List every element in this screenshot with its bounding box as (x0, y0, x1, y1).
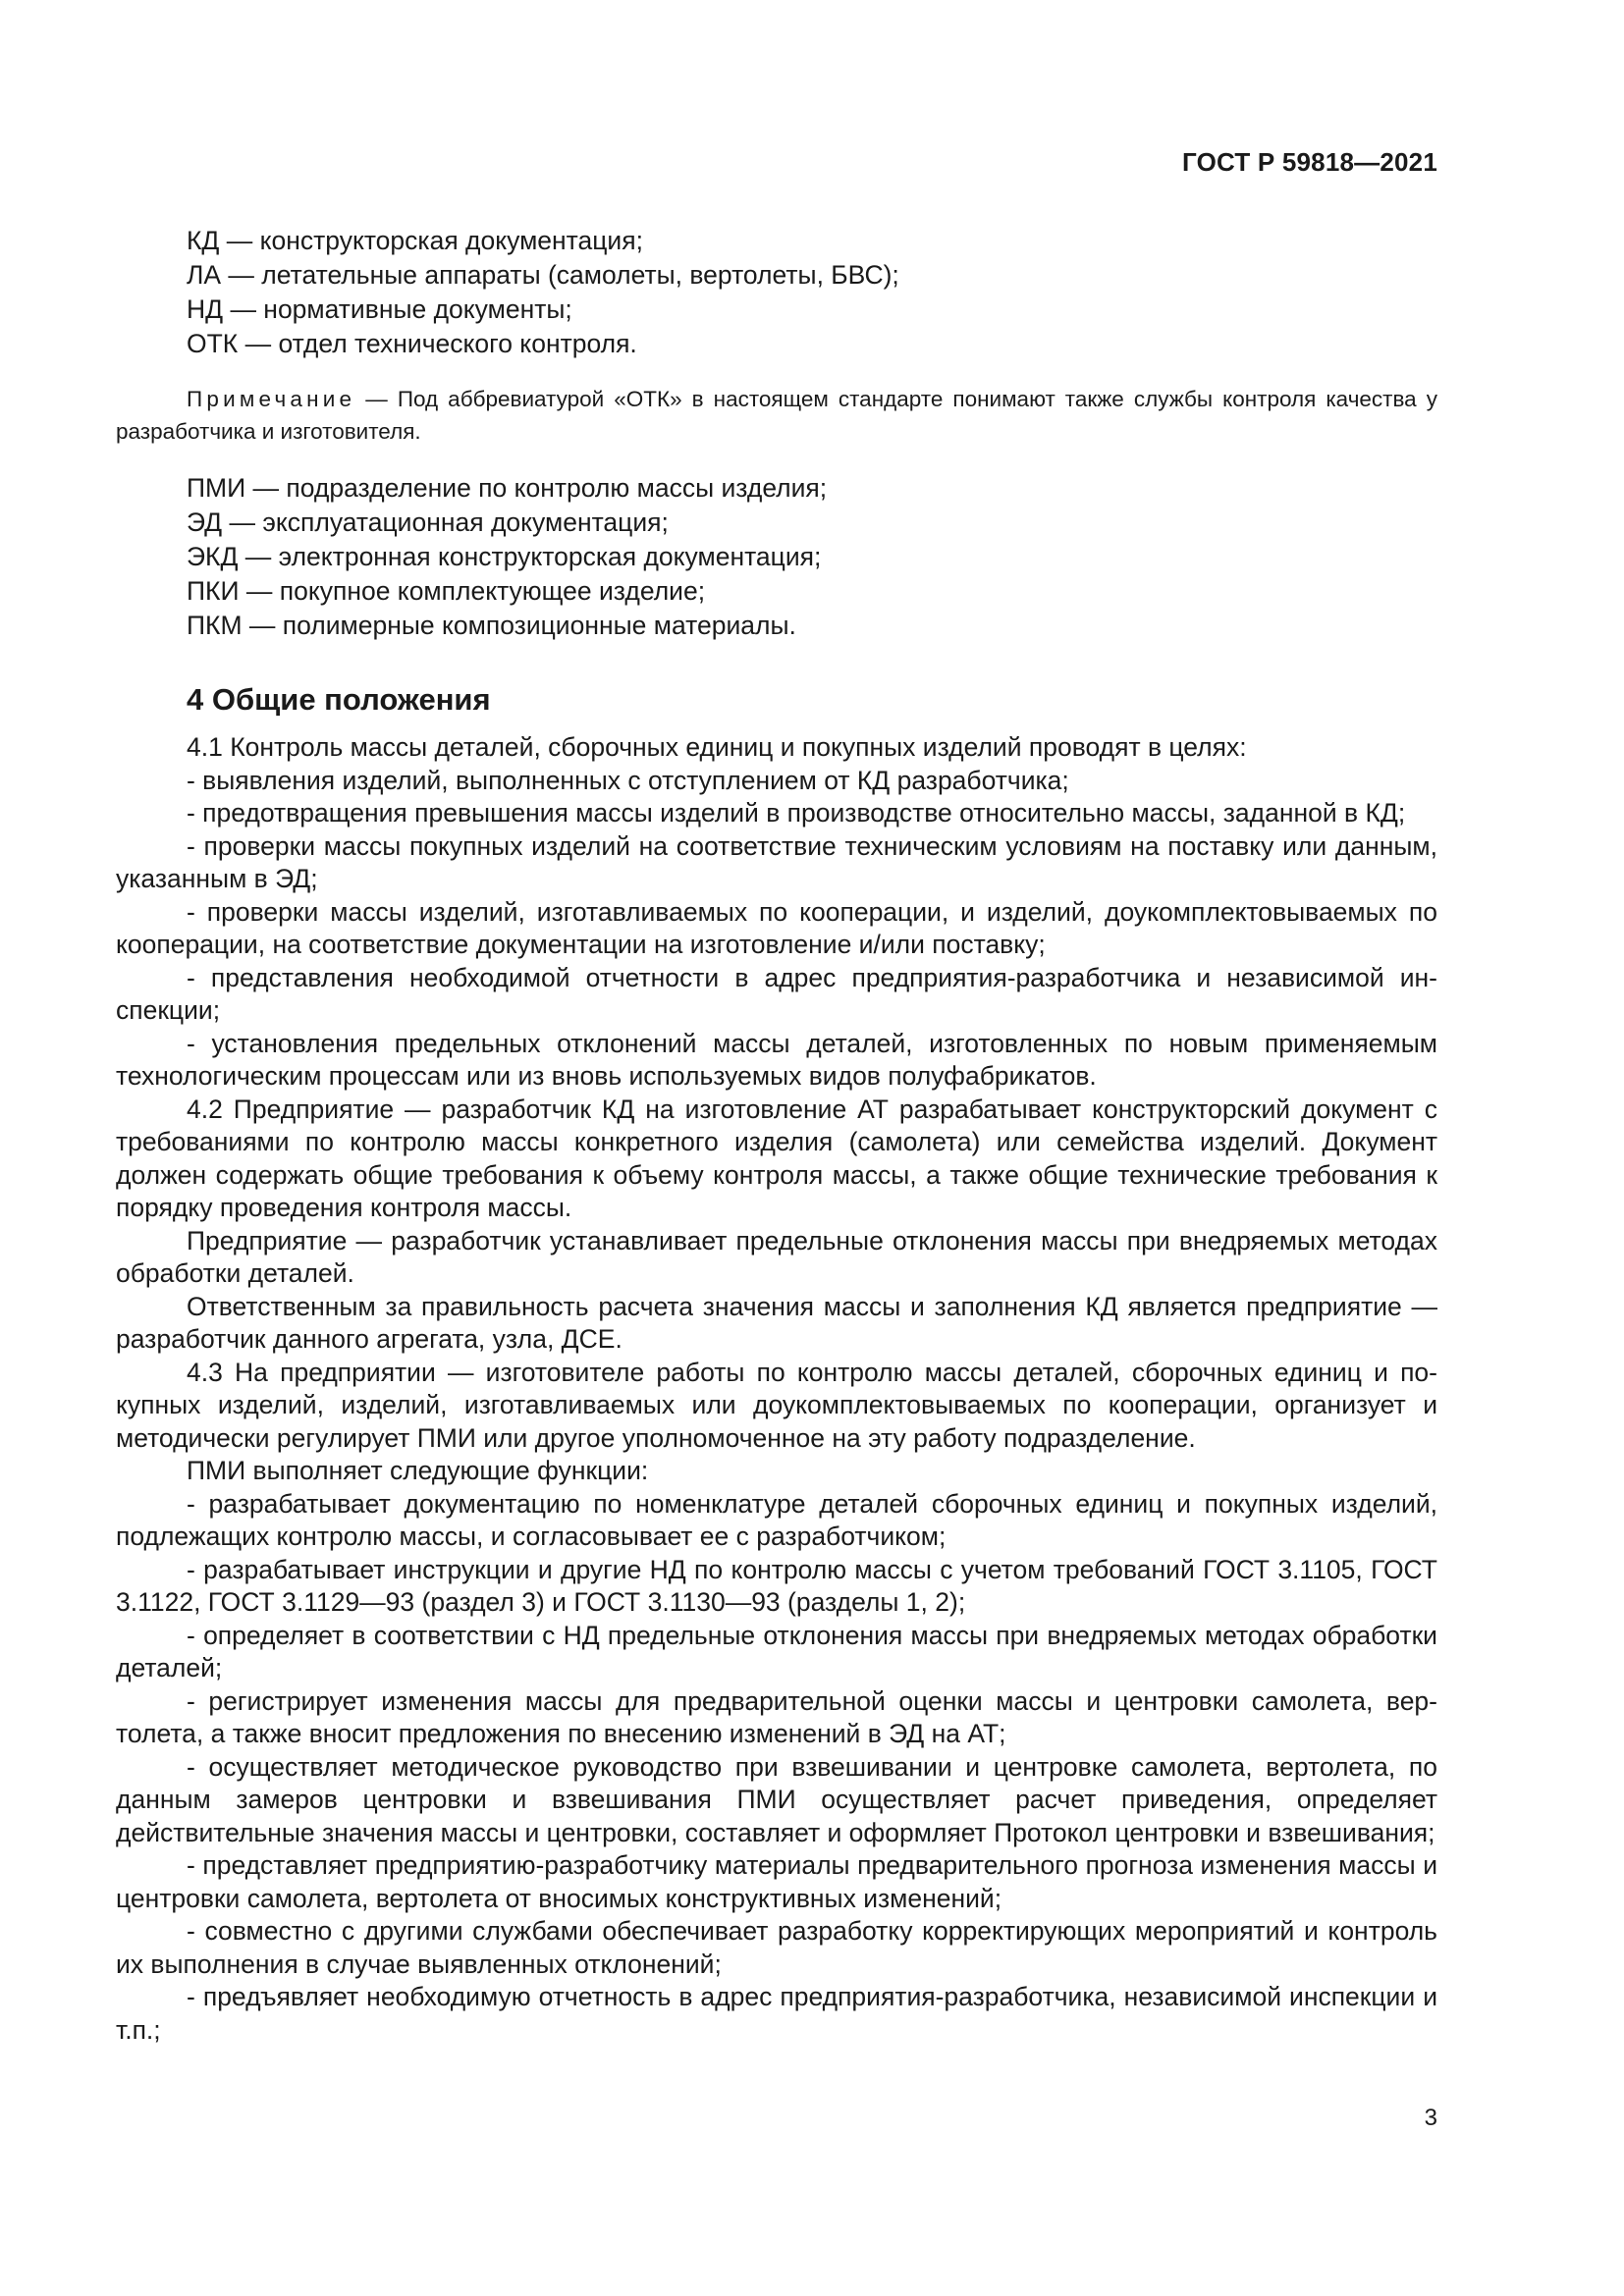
paragraph: - предотвращения превышения массы изделий в производстве относительно массы, заданной в КД; (187, 798, 1406, 828)
paragraph: - регистрирует изменения массы для предварительной оценки массы и центровки самолета, вертолета, а также вносит предложения по внесению изменений в ЭД на АТ; (116, 1685, 1437, 1748)
paragraph: Предприятие — разработчик устанавливает предельные отклонения массы при внедряемых методах обработки деталей. (116, 1225, 1437, 1288)
paragraph: - разрабатывает инструкции и другие НД по контролю массы с учетом требований ГОСТ 3.1105, ГОСТ 3.1122, ГОСТ 3.1129—93 (раздел 3) и ГОСТ 3.1130—93 (разделы 1, 2); (116, 1554, 1437, 1617)
paragraph: - установления предельных отклонений массы деталей, изготовленных по новым применяемым технологическим процессам или из вновь используемых видов полуфабрикатов. (116, 1028, 1437, 1091)
abbreviation-list-1 (116, 224, 1437, 361)
paragraph: 4.3 На предприятии — изготовителе работы по контролю массы деталей, сборочных единиц и покупных изделий, изделий, изготавливаемых или доукомплектовываемых по кооперации, организует и методически регулирует ПМИ или другое уполномоченное на эту работу подразделение. (116, 1357, 1437, 1453)
paragraph: - предъявляет необходимую отчетность в адрес предприятия-разработчика, независимой инспекции и т.п.; (116, 1982, 1437, 2045)
section-title: 4 Общие положения (187, 682, 491, 717)
abbreviation-item: ПМИ — подразделение по контролю массы изделия; (187, 473, 828, 503)
page-content (116, 224, 1437, 2047)
section-body (116, 731, 1437, 2047)
paragraph: - совместно с другими службами обеспечивает разработку корректирующих мероприятий и контроль их выполнения в случае выявленных отклонений; (116, 1916, 1437, 1979)
paragraph: ПМИ выполняет следующие функции: (187, 1456, 649, 1485)
paragraph: 4.2 Предприятие — разработчик КД на изготовление АТ разрабатывает конструкторский документ с требованиями по контролю массы конкретного изделия (самолета) или семейства изделий. Документ должен содержать общие требования к объему контроля массы, а также общие технические требования к порядку проведения контроля массы. (116, 1094, 1437, 1222)
paragraph: - представления необходимой отчетности в адрес предприятия-разработчика и независимой инспекции; (116, 962, 1437, 1025)
paragraph: - определяет в соответствии с НД предельные отклонения массы при внедряемых методах обработки деталей; (116, 1620, 1437, 1682)
paragraph: - представляет предприятию-разработчику материалы предварительного прогноза изменения массы и центровки самолета, вертолета от вносимых конструктивных изменений; (116, 1850, 1437, 1913)
document-code: ГОСТ Р 59818—2021 (1182, 147, 1437, 177)
abbreviation-item: КД — конструкторская документация; (187, 226, 643, 255)
abbreviation-item: НД — нормативные документы; (187, 294, 572, 324)
paragraph: - проверки массы изделий, изготавливаемых по кооперации, и изделий, доукомплектовываемых по кооперации, на соответствие документации на изготовление и/или поставку; (116, 896, 1437, 959)
abbreviation-item: ЭКД — электронная конструкторская документация; (187, 542, 822, 571)
paragraph: 4.1 Контроль массы деталей, сборочных единиц и покупных изделий проводят в целях: (187, 732, 1247, 762)
abbreviation-item: ЭД — эксплуатационная документация; (187, 507, 669, 537)
abbreviation-item: ПКИ — покупное комплектующее изделие; (187, 576, 706, 606)
paragraph: - разрабатывает документацию по номенклатуре деталей сборочных единиц и покупных изделий, подлежащих контролю массы, и согласовывает ее с разработчиком; (116, 1488, 1437, 1551)
paragraph: - проверки массы покупных изделий на соответствие техническим условиям на поставку или данным, указанным в ЭД; (116, 830, 1437, 893)
abbreviation-item: ОТК — отдел технического контроля. (187, 329, 637, 358)
abbreviation-item: ПКМ — полимерные композиционные материалы. (187, 611, 796, 640)
abbreviation-item: ЛА — летательные аппараты (самолеты, вертолеты, БВС); (187, 260, 899, 290)
note-label: Примечание (187, 387, 356, 411)
abbreviation-list-2 (116, 471, 1437, 643)
page-number: 3 (1424, 2105, 1437, 2131)
paragraph: - выявления изделий, выполненных с отступлением от КД разработчика; (187, 765, 1069, 795)
paragraph: - осуществляет методическое руководство при взвешивании и центровке самолета, вертолета, по данным замеров центровки и взвешивания ПМИ осуществляет расчет приведения, определяет действительные значения массы и центровки, составляет и оформляет Протокол центровки и взвешивания; (116, 1751, 1437, 1847)
note (116, 383, 1437, 448)
note-text: — Под аббревиатурой «ОТК» в настоящем стандарте понимают также службы контроля качества у разработчика и изготовителя. (116, 387, 1437, 444)
paragraph: Ответственным за правильность расчета значения массы и заполнения КД является предприятие — разработчик данного агрегата, узла, ДСЕ. (116, 1291, 1437, 1354)
